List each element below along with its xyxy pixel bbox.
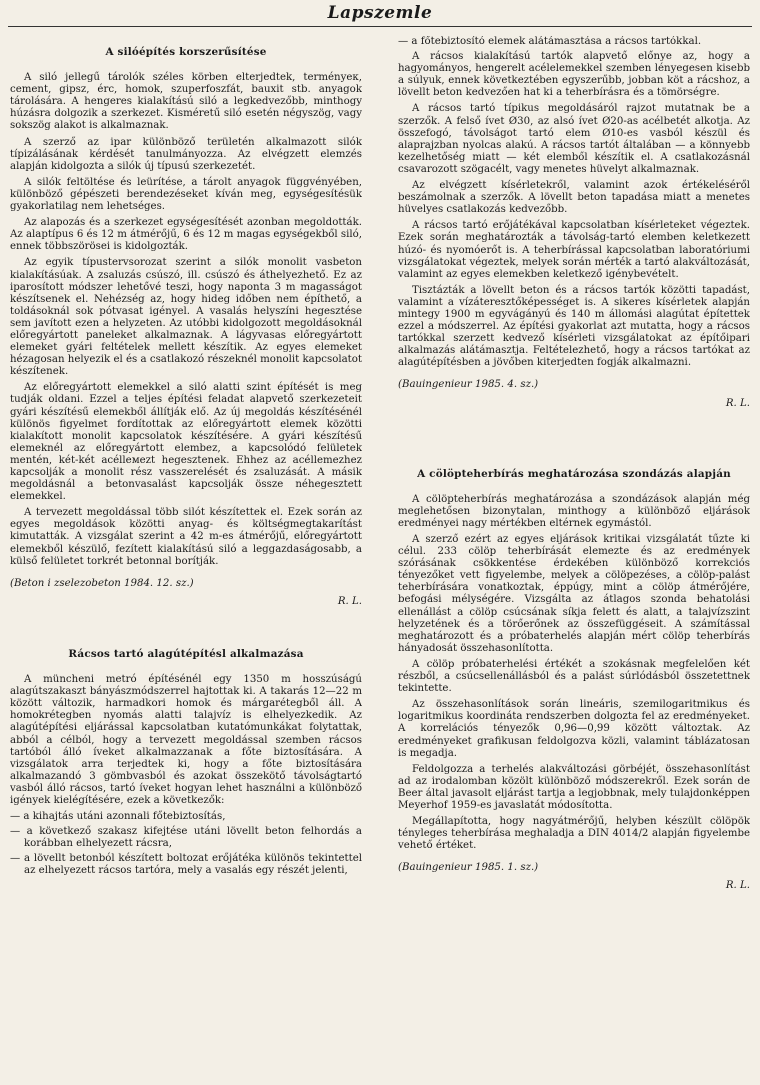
author-signature: R. L. (725, 397, 750, 409)
article-source: (Bauingenieur 1985. 1. sz.) (398, 862, 539, 874)
paragraph: A siló jellegű tárolók széles körben elterjedtek, terményeк, cement, gipsz, érc, homok, szuperfoszfát, bauxit stb. anyagok tárolására. A hengeres kialakítású siló a legkedvezőbb, minthogy húzásra dolgozik a szerkezet. Kisméretű siló esetén négyszög, vagy sokszög alakot is alkalmaznak. (10, 72, 362, 132)
article-source: (Beton i zselezobeton 1984. 12. sz.) (10, 577, 194, 589)
paragraph: Az alapozás és a szerkezet egységesítését azonban megoldották. Az alaptípus 6 és 12 m átmérőjű, 6 és 12 m magas egységekből siló, ennek többszörösei is kidolgozták. (10, 217, 362, 253)
article-title: Rácsos tartó alagútépítésl alkalmazása (68, 647, 304, 660)
spacer (10, 608, 362, 638)
paragraph: A cölöpteherbírás meghatározása a szondázások alapján még meglehetősen bizonytalan, minthogy a különböző eljárások eredményei nagy mértékben eltérnek egymástól. (398, 493, 750, 529)
paragraph: Az összehasonlítások során lineáris, szemilogaritmikus és logaritmikus koordináta rendszerben dolgozta fel az eredményeket. A korrelációs tényezők 0,96—0,99 között változtak. Az eredményeket grafikusan feldolgozva közli, valamint táblázatosan is megadja. (398, 699, 750, 759)
list-item: — a főtebiztosító elemek alátámasztása a rácsos tartókkal. (398, 36, 702, 47)
paragraph: A tervezett megoldással több silót készítettek el. Ezek során az egyes megoldások közötti anyag- és költségmegtakarítást kimutatták. A vizsgálat szerint a 42 m-es átmérőjű, előregyártott elemekből készülő, fezített kialakítású siló a leggazdaságosabb, a külső felületet torkrét betonnal borítják. (10, 507, 362, 567)
paragraph: A müncheni metró építésénél egy 1350 m hosszúságú alagútszakaszt bányászmódszerrel hajtottak ki. A takarás 12—22 m között változik, harmadkori homok és márgarétegből áll. A homokrétegben nyomás alatti talajvíz is elhelyezkedik. Az alagútépítési eljárással kapcsolatban kutatómunkákat folytattak, abból a célból, hogy a tervezett megoldással szemben rácsos tartóból álló íveket alkalmazzanak a főte biztosítására. A vizsgálatok arra terjedtek ki, hogy a főte biztosítására alkalmazandó 3 gömbvasból és azokat összekötő távolságtartó vasból álló rácsos, tartó íveket hogyan lehet használni a különböző igények kielégítésére, ezek a következők: (10, 674, 362, 806)
spacer (398, 410, 750, 458)
list-item: — a kihajtás utáni azonnali főtebiztosítás, (10, 811, 226, 823)
paragraph: Tisztázták a lövellt beton és a rácsos tartók közötti tapadást, valamint a vízáteresztőképességet is. A sikeres kísérletek alapján mintegy 1900 m egyvágányú és 140 m állomási alagútat építettek ezzel a módszerrel. Az építési gyakorlat azt mutatta, hogy a rácsos tartókkal szerzett kedvező kísérleti vizsgálatokat az építőipari alkalmazás alátámasztja. Feltételezhető, hogy a rácsos tartókat az alagútépítésben a jövőben kiterjedten fogják alkalmazni. (398, 284, 750, 369)
paragraph: A szerző ezért az egyes eljárások kritikai vizsgálatát tűzte ki célul. 233 cölöp teherbírását elemezte és az eredmények szórásának csökkentése érdekében különböző korrekciós tényezőket vett figyelembe, melyek a cölöpezéses, a cölöp-palást teherbírására vonatkoztak, éppúgy, mint a cölöp átmérőjére, befogási mélységére. Vizsgálta az átlagos szonda behatolási ellenállást a cölöp csúcsának síkja felett és alatt, a talajvízszint helyzetének és a törőerőnek az összefüggéseit. A számítással meghatározott és a próbaterhelés alapján mért cölöp teherbírás hányadosát összehasonlította. (398, 534, 750, 654)
article-source: (Bauingenieur 1985. 4. sz.) (398, 379, 539, 391)
right-column (398, 36, 750, 1076)
author-signature: R. L. (725, 880, 750, 892)
article-title: A cölöpteherbírás meghatározása szondázás alapján (417, 467, 731, 480)
paragraph: A rácsos kialakítású tartók alapvető előnye az, hogy a hagyományos, hengerelt acélelemekkel szemben lényegesen kisebb a súlyuk, ennek következtében egyszerűbb, jobban köt a rácshoz, a lövellt beton kedvezően hat ki a teherbírásra és a tömörségre. (398, 51, 750, 99)
header-divider (8, 26, 752, 27)
paragraph: A rácsos tartó típikus megoldásáról rajzot mutatnak be a szerzők. A felső ívet Ø30, az alsó ívet Ø20-as acélbetét alkotja. Az összefogó, távolságot tartó elem Ø10-es vasból készül és alaprajzban nyolcas alakú. A rácsos tartót általában — a könnyebb kezelhetőség miatt — két elemből készítik el. A csatlakozásnál csavarozott szögacélt, vagy menetes hüvelyt alkalmaznak. (398, 103, 750, 175)
article-title: A silóépítés korszerűsítése (105, 46, 267, 58)
paragraph: Az elvégzett kísérletekről, valamint azok értékeléséről beszámolnak a szerzők. A lövellt beton tapadása miatt a menetes hüvelyes csatlakozás kedvezőbb. (398, 180, 750, 216)
page-title: Lapszemle (327, 3, 433, 23)
paragraph: A rácsos tartó erőjátékával kapcsolatban kísérleteket végeztek. Ezek során meghatározták a távolság-tartó elemben keletkezett húzó- és nyomóerőt is. A teherbírással kapcsolatban laboratóriumi vizsgálatokat végeztek, melyek során mérték a tartó alakváltozását, valamint az egyes elemekben keletkező igénybevételt. (398, 220, 750, 280)
paragraph: Az egyik típustervsorozat szerint a silók monolit vasbeton kialakításúak. A zsaluzás csúszó, ill. csúszó és áthelyezhető. Ez az iparosított módszer lehetővé teszi, hogy naponta 3 m magasságot készítsenek el. Nehézség az, hogy hideg időben nem építhető, a toldásoknál sok pótvasat igényel. A vasalás helyszíni hegesztése sem javított ezen a helyzeten. Az utóbbi kidolgozott megoldásoknál előregyártott paneleket alkalmaznak. A lágyvasas előregyártott elemeket gyári feltételek mellett készítik. Az egyes elemeket hézagosan helyezik el és a csatlakozó részeknél monolit kapcsolatot készítenek. (10, 257, 362, 378)
paragraph: Megállapította, hogy nagyátmérőjű, helyben készült cölöpök tényleges teherbírása meghaladja a DIN 4014/2 alapján figyelembe vehető értéket. (398, 816, 750, 852)
paragraph: Feldolgozza a terhelés alakváltozási görbéjét, összehasonlítást ad az irodalomban közölt különböző módszerekről. Ezek során de Beer által javasolt eljárást tartja a legjobbnak, mely tulajdonképpen Meyerhof 1959-es javaslatát módosította. (398, 763, 750, 811)
paragraph: A silók feltöltése és leürítése, a tárolt anyagok függvényében, különböző gépészeti berendezéseket kíván meg, egységesítésük gyakorlatilag nem lehetséges. (10, 176, 362, 213)
paragraph: Az előregyártott elemekkel a siló alatti szint építését is meg tudják oldani. Ezzel a teljes építési feladat alapvető szerkezeteit gyári készítésű elemekből állítják elő. Az új megoldás készítésénél különös figyelmet fordítottak az előregyártott elemek közötti kialakított monolit kapcsolatok készítésére. A gyári készítésű elemeknél az előregyártott elembez, a kapcsolódó felületek mentén, két-két acélleмezt hegesztenek. Ehhez az acéllemezhez kapcsolják a monolit rész vasszerelését és zsaluzását. A másik megoldásnál a betonvasalást kapcsolják össze néhegesztett elemekkel. (10, 382, 362, 503)
list-item: — a lövellt betonból készített boltozat erőjátéka különös tekintettel az elhelyezett rácsos tartóra, mely a vasalás egy részét jelenti, (10, 853, 362, 877)
left-column (10, 36, 362, 1076)
paragraph: A cölöp próbaterhelési értékét a szokásnak megfelelően két részből, a csúcsellenállásból és a palást súrlódásból összetettnek tekintette. (398, 658, 750, 695)
paragraph: A szerző az ipar különböző területén alkalmazott silók típizálásának kérdését tanulmányozza. Az elvégzett elemzés alapján kidolgozta a silók új típusú szerkezetét. (10, 136, 362, 172)
author-signature: R. L. (337, 595, 362, 607)
list-item: — a következő szakasz kifejtése utáni lövellt beton felhordás a korábban elhelyezett rácsra, (10, 826, 362, 850)
